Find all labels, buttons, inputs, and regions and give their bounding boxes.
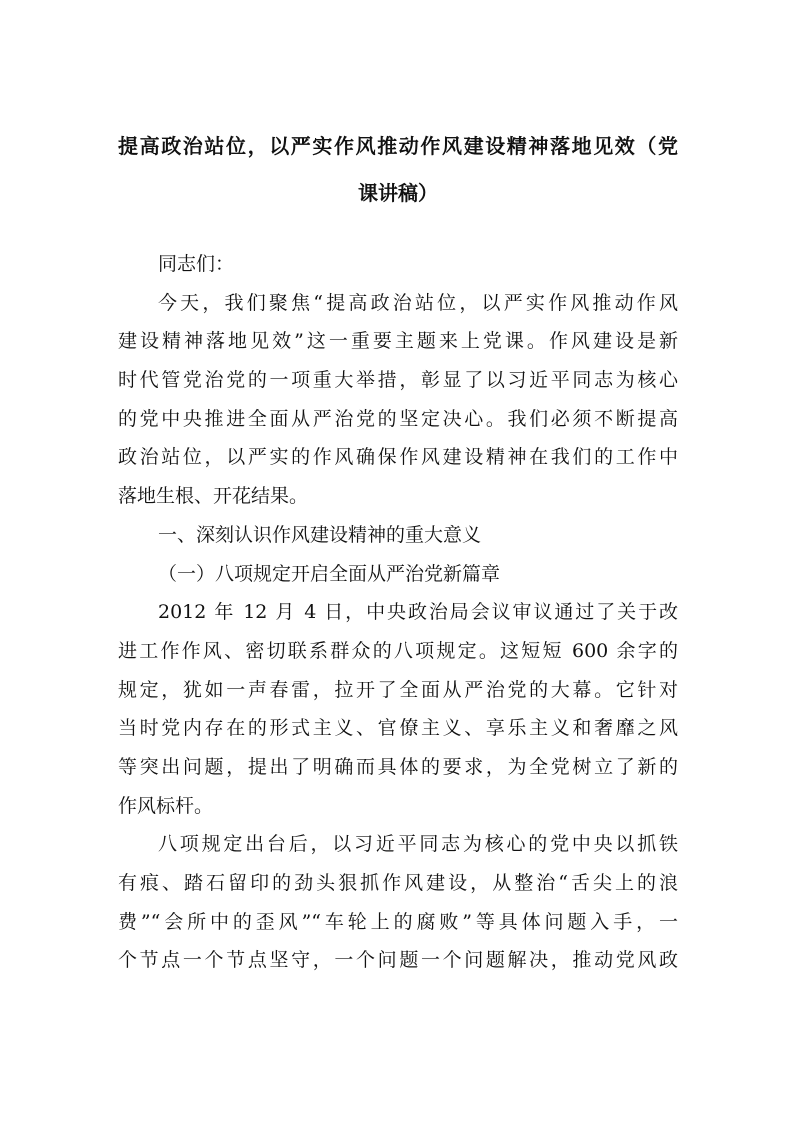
text-line: 费”“会所中的歪风”“车轮上的腐败”等具体问题入手，一 bbox=[118, 910, 678, 933]
text-line: 规定，犹如一声春雷，拉开了全面从严治党的大幕。它针对 bbox=[118, 678, 678, 701]
text-line: 作风标杆。 bbox=[118, 794, 214, 817]
salutation: 同志们： bbox=[158, 253, 235, 275]
text-line: 时代管党治党的一项重大举措，彰显了以习近平同志为核心 bbox=[118, 369, 678, 392]
text-line: 今天，我们聚焦“提高政治站位，以严实作风推动作风 bbox=[158, 291, 678, 314]
text-line: 政治站位，以严实的作风确保作风建设精神在我们的工作中 bbox=[118, 446, 678, 469]
section-heading: 一、深刻认识作风建设精神的重大意义 bbox=[158, 523, 482, 546]
text-line: 有痕、踏石留印的劲头狠抓作风建设，从整治“舌尖上的浪 bbox=[118, 872, 678, 894]
text-line: 等突出问题，提出了明确而具体的要求，为全党树立了新的 bbox=[118, 755, 678, 778]
text-line: 落地生根、开花结果。 bbox=[118, 485, 309, 508]
document-title-line-1: 提高政治站位，以严实作风推动作风建设精神落地见效（党 bbox=[118, 134, 678, 158]
text-line: 建设精神落地见效”这一重要主题来上党课。作风建设是新 bbox=[118, 330, 678, 353]
text-line: 的党中央推进全面从严治党的坚定决心。我们必须不断提高 bbox=[118, 407, 678, 430]
text-line: 2012 年 12 月 4 日，中央政治局会议审议通过了关于改 bbox=[158, 601, 678, 624]
text-line: 当时党内存在的形式主义、官僚主义、享乐主义和奢靡之风 bbox=[118, 717, 678, 740]
subsection-heading: （一）八项规定开启全面从严治党新篇章 bbox=[158, 562, 501, 585]
text-line: 进工作作风、密切联系群众的八项规定。这短短 600 余字的 bbox=[118, 639, 678, 662]
document-body bbox=[118, 245, 678, 980]
text-line: 个节点一个节点坚守，一个问题一个问题解决，推动党风政 bbox=[118, 949, 678, 972]
text-line: 八项规定出台后，以习近平同志为核心的党中央以抓铁 bbox=[158, 833, 678, 856]
document-title-line-2: 课讲稿） bbox=[358, 181, 438, 205]
